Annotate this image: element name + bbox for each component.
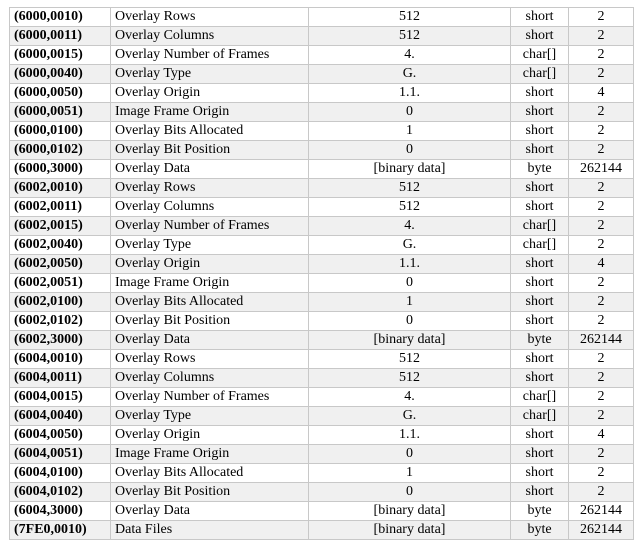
tag-cell: (6002,0050) (10, 255, 111, 274)
tag-cell: (6004,0015) (10, 388, 111, 407)
table-row (10, 160, 634, 179)
size-cell: 262144 (569, 331, 634, 350)
description-cell: Overlay Columns (111, 27, 309, 46)
table-row (10, 312, 634, 331)
table-row (10, 103, 634, 122)
tag-cell: (6000,0010) (10, 8, 111, 27)
value-cell: G. (309, 236, 511, 255)
type-cell: short (511, 84, 569, 103)
description-cell: Overlay Bits Allocated (111, 293, 309, 312)
value-cell: 512 (309, 8, 511, 27)
type-cell: byte (511, 502, 569, 521)
size-cell: 262144 (569, 160, 634, 179)
description-cell: Overlay Type (111, 65, 309, 84)
description-cell: Overlay Number of Frames (111, 217, 309, 236)
size-cell: 2 (569, 217, 634, 236)
size-cell: 2 (569, 388, 634, 407)
table-row (10, 407, 634, 426)
description-cell: Overlay Data (111, 502, 309, 521)
tag-cell: (6002,0102) (10, 312, 111, 331)
description-cell: Overlay Type (111, 407, 309, 426)
tag-cell: (6000,0015) (10, 46, 111, 65)
size-cell: 2 (569, 236, 634, 255)
tag-cell: (6004,0051) (10, 445, 111, 464)
value-cell: G. (309, 65, 511, 84)
table-row (10, 122, 634, 141)
description-cell: Overlay Bits Allocated (111, 464, 309, 483)
value-cell: 1.1. (309, 84, 511, 103)
description-cell: Overlay Number of Frames (111, 46, 309, 65)
table-row (10, 483, 634, 502)
value-cell: 512 (309, 179, 511, 198)
description-cell: Overlay Data (111, 160, 309, 179)
value-cell: 4. (309, 217, 511, 236)
table-row (10, 84, 634, 103)
size-cell: 2 (569, 122, 634, 141)
table-row (10, 293, 634, 312)
value-cell: 1 (309, 464, 511, 483)
size-cell: 2 (569, 293, 634, 312)
size-cell: 2 (569, 445, 634, 464)
description-cell: Overlay Origin (111, 426, 309, 445)
type-cell: byte (511, 521, 569, 540)
tag-cell: (6002,0040) (10, 236, 111, 255)
size-cell: 2 (569, 407, 634, 426)
type-cell: char[] (511, 236, 569, 255)
tag-cell: (6002,0011) (10, 198, 111, 217)
size-cell: 2 (569, 179, 634, 198)
value-cell: 0 (309, 312, 511, 331)
value-cell: [binary data] (309, 160, 511, 179)
table-row (10, 331, 634, 350)
type-cell: short (511, 103, 569, 122)
tag-cell: (6004,0040) (10, 407, 111, 426)
table-row (10, 426, 634, 445)
description-cell: Overlay Bit Position (111, 141, 309, 160)
type-cell: short (511, 483, 569, 502)
size-cell: 2 (569, 103, 634, 122)
tag-cell: (6000,0051) (10, 103, 111, 122)
description-cell: Data Files (111, 521, 309, 540)
tag-cell: (6002,0100) (10, 293, 111, 312)
type-cell: char[] (511, 46, 569, 65)
table-body (10, 8, 634, 540)
value-cell: 1.1. (309, 426, 511, 445)
type-cell: byte (511, 160, 569, 179)
description-cell: Overlay Bits Allocated (111, 122, 309, 141)
size-cell: 262144 (569, 502, 634, 521)
value-cell: 512 (309, 350, 511, 369)
value-cell: 0 (309, 141, 511, 160)
type-cell: short (511, 426, 569, 445)
tag-cell: (6000,0100) (10, 122, 111, 141)
tag-cell: (6004,0102) (10, 483, 111, 502)
value-cell: [binary data] (309, 521, 511, 540)
size-cell: 4 (569, 84, 634, 103)
size-cell: 2 (569, 46, 634, 65)
size-cell: 2 (569, 198, 634, 217)
type-cell: short (511, 141, 569, 160)
type-cell: char[] (511, 407, 569, 426)
value-cell: 4. (309, 46, 511, 65)
value-cell: 0 (309, 103, 511, 122)
description-cell: Overlay Data (111, 331, 309, 350)
table-row (10, 274, 634, 293)
type-cell: char[] (511, 388, 569, 407)
description-cell: Overlay Number of Frames (111, 388, 309, 407)
size-cell: 2 (569, 27, 634, 46)
type-cell: byte (511, 331, 569, 350)
type-cell: short (511, 369, 569, 388)
type-cell: short (511, 350, 569, 369)
value-cell: [binary data] (309, 331, 511, 350)
value-cell: 512 (309, 198, 511, 217)
table-row (10, 65, 634, 84)
type-cell: char[] (511, 65, 569, 84)
table-row (10, 46, 634, 65)
value-cell: 0 (309, 483, 511, 502)
value-cell: 4. (309, 388, 511, 407)
tag-cell: (6002,0010) (10, 179, 111, 198)
table-row (10, 27, 634, 46)
description-cell: Overlay Origin (111, 84, 309, 103)
tag-cell: (6000,0102) (10, 141, 111, 160)
size-cell: 2 (569, 464, 634, 483)
size-cell: 4 (569, 426, 634, 445)
type-cell: short (511, 293, 569, 312)
description-cell: Overlay Bit Position (111, 483, 309, 502)
size-cell: 2 (569, 274, 634, 293)
description-cell: Overlay Type (111, 236, 309, 255)
table-row (10, 369, 634, 388)
tag-cell: (6004,3000) (10, 502, 111, 521)
value-cell: 1.1. (309, 255, 511, 274)
tag-cell: (6004,0010) (10, 350, 111, 369)
tag-cell: (6000,0011) (10, 27, 111, 46)
table-row (10, 255, 634, 274)
type-cell: short (511, 8, 569, 27)
description-cell: Overlay Rows (111, 350, 309, 369)
type-cell: short (511, 274, 569, 293)
size-cell: 4 (569, 255, 634, 274)
type-cell: short (511, 122, 569, 141)
description-cell: Image Frame Origin (111, 274, 309, 293)
value-cell: 1 (309, 122, 511, 141)
type-cell: short (511, 312, 569, 331)
description-cell: Overlay Origin (111, 255, 309, 274)
tag-cell: (6000,0050) (10, 84, 111, 103)
description-cell: Overlay Bit Position (111, 312, 309, 331)
description-cell: Image Frame Origin (111, 445, 309, 464)
size-cell: 2 (569, 65, 634, 84)
description-cell: Overlay Rows (111, 179, 309, 198)
type-cell: short (511, 255, 569, 274)
tag-cell: (6002,3000) (10, 331, 111, 350)
table-row (10, 217, 634, 236)
value-cell: 0 (309, 274, 511, 293)
value-cell: 512 (309, 369, 511, 388)
description-cell: Overlay Columns (111, 369, 309, 388)
type-cell: short (511, 179, 569, 198)
tag-cell: (7FE0,0010) (10, 521, 111, 540)
type-cell: short (511, 27, 569, 46)
value-cell: 1 (309, 293, 511, 312)
value-cell: 512 (309, 27, 511, 46)
table-row (10, 236, 634, 255)
table-row (10, 8, 634, 27)
table-row (10, 141, 634, 160)
description-cell: Overlay Columns (111, 198, 309, 217)
type-cell: char[] (511, 217, 569, 236)
table-row (10, 502, 634, 521)
tag-cell: (6002,0051) (10, 274, 111, 293)
size-cell: 2 (569, 369, 634, 388)
table-row (10, 521, 634, 540)
value-cell: G. (309, 407, 511, 426)
table-row (10, 350, 634, 369)
description-cell: Image Frame Origin (111, 103, 309, 122)
type-cell: short (511, 464, 569, 483)
tag-cell: (6000,3000) (10, 160, 111, 179)
tag-cell: (6004,0011) (10, 369, 111, 388)
size-cell: 2 (569, 483, 634, 502)
tag-cell: (6000,0040) (10, 65, 111, 84)
value-cell: [binary data] (309, 502, 511, 521)
value-cell: 0 (309, 445, 511, 464)
tag-cell: (6004,0100) (10, 464, 111, 483)
table-row (10, 445, 634, 464)
dicom-tag-table (9, 7, 634, 540)
size-cell: 2 (569, 350, 634, 369)
table-row (10, 388, 634, 407)
description-cell: Overlay Rows (111, 8, 309, 27)
size-cell: 262144 (569, 521, 634, 540)
table-row (10, 464, 634, 483)
table-row (10, 179, 634, 198)
size-cell: 2 (569, 312, 634, 331)
tag-cell: (6004,0050) (10, 426, 111, 445)
table-row (10, 198, 634, 217)
type-cell: short (511, 198, 569, 217)
type-cell: short (511, 445, 569, 464)
size-cell: 2 (569, 141, 634, 160)
size-cell: 2 (569, 8, 634, 27)
tag-cell: (6002,0015) (10, 217, 111, 236)
